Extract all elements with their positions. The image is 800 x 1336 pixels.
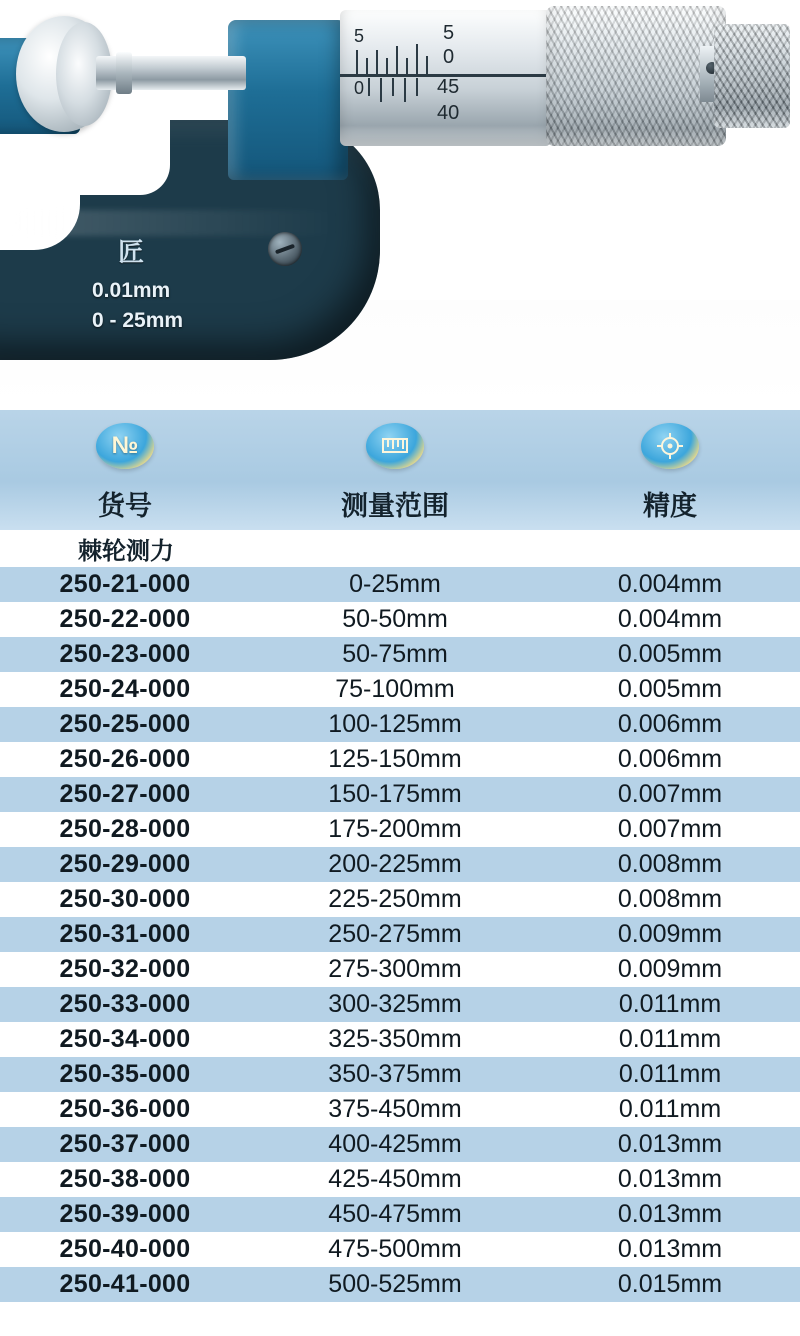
- cell-range: 75-100mm: [250, 672, 540, 707]
- cell-accuracy: 0.005mm: [540, 637, 800, 672]
- cell-code: 250-36-000: [0, 1092, 250, 1127]
- table-row: [0, 1267, 800, 1302]
- cell-range: 425-450mm: [250, 1162, 540, 1197]
- cell-range: 325-350mm: [250, 1022, 540, 1057]
- ratchet-knurling: [714, 24, 790, 128]
- table-row: [0, 952, 800, 987]
- brand-logo-icon: 匠: [118, 237, 142, 267]
- cell-range: 125-150mm: [250, 742, 540, 777]
- cell-accuracy: 0.013mm: [540, 1232, 800, 1267]
- cell-code: 250-29-000: [0, 847, 250, 882]
- cell-range: 350-375mm: [250, 1057, 540, 1092]
- scale-tick: [416, 78, 418, 96]
- cell-code: 250-24-000: [0, 672, 250, 707]
- cell-code: 250-39-000: [0, 1197, 250, 1232]
- cell-code: 250-34-000: [0, 1022, 250, 1057]
- cell-range: 200-225mm: [250, 847, 540, 882]
- cell-accuracy: 0.011mm: [540, 987, 800, 1022]
- frame-marking-resolution: 0.01mm: [92, 279, 171, 302]
- thimble-knurling: [546, 6, 726, 146]
- cell-accuracy: 0.009mm: [540, 917, 800, 952]
- scale-tick: [396, 46, 398, 74]
- measuring-range-icon: [366, 423, 424, 469]
- cell-range: 450-475mm: [250, 1197, 540, 1232]
- cell-accuracy: 0.007mm: [540, 777, 800, 812]
- table-row: [0, 917, 800, 952]
- header-cell-accuracy-icon: [540, 410, 800, 482]
- cell-code: 250-26-000: [0, 742, 250, 777]
- frame-screw-icon: [268, 232, 302, 266]
- sleeve-scale-number: 5: [443, 22, 455, 44]
- cell-accuracy: 0.011mm: [540, 1092, 800, 1127]
- table-row: [0, 1197, 800, 1232]
- cell-accuracy: 0.011mm: [540, 1057, 800, 1092]
- table-row: [0, 882, 800, 917]
- cell-range: 300-325mm: [250, 987, 540, 1022]
- scale-tick: [406, 58, 408, 74]
- column-header-range: 测量范围: [250, 482, 540, 530]
- table-row: [0, 1232, 800, 1267]
- cell-range: 500-525mm: [250, 1267, 540, 1302]
- table-row: [0, 672, 800, 707]
- cell-accuracy: 0.005mm: [540, 672, 800, 707]
- cell-accuracy: 0.008mm: [540, 847, 800, 882]
- table-row: [0, 637, 800, 672]
- cell-accuracy: 0.009mm: [540, 952, 800, 987]
- cell-range: 0-25mm: [250, 567, 540, 602]
- table-subheader-row: [0, 530, 800, 567]
- scale-tick: [404, 78, 406, 102]
- table-row: [0, 602, 800, 637]
- table-row: [0, 1162, 800, 1197]
- cell-range: 150-175mm: [250, 777, 540, 812]
- cell-code: 250-40-000: [0, 1232, 250, 1267]
- sleeve-scale-number: 45: [437, 76, 460, 98]
- cell-range: 475-500mm: [250, 1232, 540, 1267]
- scale-tick: [392, 78, 394, 96]
- frame-marking-range: 0 - 25mm: [92, 309, 184, 332]
- cell-range: 275-300mm: [250, 952, 540, 987]
- spec-table-wrapper: [0, 410, 800, 1330]
- cell-accuracy: 0.013mm: [540, 1162, 800, 1197]
- table-row: [0, 987, 800, 1022]
- cell-accuracy: 0.015mm: [540, 1267, 800, 1302]
- cell-range: 100-125mm: [250, 707, 540, 742]
- cell-range: 400-425mm: [250, 1127, 540, 1162]
- table-row: [0, 777, 800, 812]
- cell-code: 250-30-000: [0, 882, 250, 917]
- cell-code: 250-35-000: [0, 1057, 250, 1092]
- spindle-ring: [116, 52, 132, 94]
- scale-tick: [366, 58, 368, 74]
- cell-code: 250-23-000: [0, 637, 250, 672]
- spindle-collar-blue: [228, 20, 348, 180]
- sleeve-baseline-number: 0: [354, 78, 365, 98]
- cell-accuracy: 0.004mm: [540, 567, 800, 602]
- table-row: [0, 1022, 800, 1057]
- sleeve-scale-number: 40: [437, 102, 460, 124]
- table-row: [0, 707, 800, 742]
- scale-tick: [416, 44, 418, 74]
- cell-code: 250-32-000: [0, 952, 250, 987]
- table-row: [0, 742, 800, 777]
- table-row: [0, 847, 800, 882]
- scale-tick: [376, 50, 378, 74]
- page-footer-spacer: [0, 1302, 800, 1330]
- scale-tick: [426, 56, 428, 74]
- table-row: [0, 1092, 800, 1127]
- cell-code: 250-22-000: [0, 602, 250, 637]
- cell-code: 250-25-000: [0, 707, 250, 742]
- table-row: [0, 567, 800, 602]
- table-body: [0, 530, 800, 1302]
- cell-range: 50-75mm: [250, 637, 540, 672]
- cell-code: 250-38-000: [0, 1162, 250, 1197]
- number-sign-icon: №: [96, 423, 154, 469]
- cell-accuracy: 0.006mm: [540, 707, 800, 742]
- table-row: [0, 812, 800, 847]
- scale-tick: [386, 58, 388, 74]
- cell-code: 250-31-000: [0, 917, 250, 952]
- cell-code: 250-37-000: [0, 1127, 250, 1162]
- scale-tick: [356, 50, 358, 74]
- header-cell-range-icon: [250, 410, 540, 482]
- cell-accuracy: 0.011mm: [540, 1022, 800, 1057]
- table-header-label-row: [0, 482, 800, 530]
- cell-code: 250-21-000: [0, 567, 250, 602]
- cell-code: 250-33-000: [0, 987, 250, 1022]
- cell-range: 250-275mm: [250, 917, 540, 952]
- sleeve-scale-number: 0: [443, 46, 455, 68]
- cell-code: 250-27-000: [0, 777, 250, 812]
- cell-code: 250-41-000: [0, 1267, 250, 1302]
- cell-range: 375-450mm: [250, 1092, 540, 1127]
- header-cell-code-icon: [0, 410, 250, 482]
- product-photo: [0, 0, 800, 410]
- accuracy-target-icon: [641, 423, 699, 469]
- column-header-code: 货号: [0, 482, 250, 530]
- cell-accuracy: 0.006mm: [540, 742, 800, 777]
- table-row: [0, 1057, 800, 1092]
- cell-range: 225-250mm: [250, 882, 540, 917]
- cell-range: 50-50mm: [250, 602, 540, 637]
- table-row: [0, 1127, 800, 1162]
- cell-accuracy: 0.013mm: [540, 1127, 800, 1162]
- sleeve-baseline-number: 5: [354, 26, 365, 46]
- column-header-accuracy: 精度: [540, 482, 800, 530]
- spec-table: [0, 410, 800, 1302]
- scale-tick: [368, 78, 370, 96]
- cell-code: 250-28-000: [0, 812, 250, 847]
- cell-accuracy: 0.008mm: [540, 882, 800, 917]
- table-subheader-label: 棘轮测力: [0, 530, 800, 567]
- table-header-icon-row: [0, 410, 800, 482]
- cell-accuracy: 0.004mm: [540, 602, 800, 637]
- cell-accuracy: 0.007mm: [540, 812, 800, 847]
- cell-accuracy: 0.013mm: [540, 1197, 800, 1232]
- cell-range: 175-200mm: [250, 812, 540, 847]
- scale-tick: [380, 78, 382, 102]
